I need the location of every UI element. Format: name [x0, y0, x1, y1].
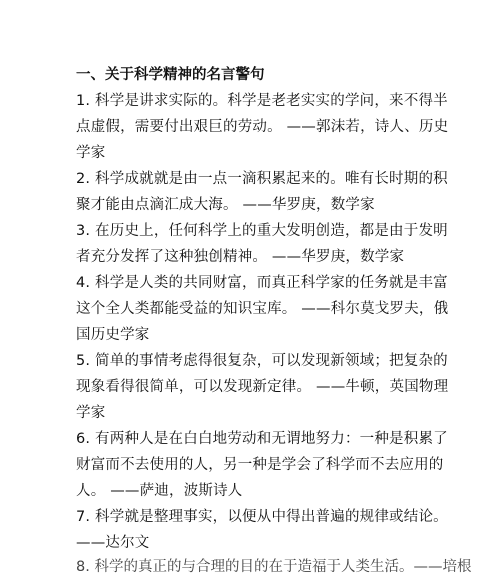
text-line: 现象看得很简单，可以发现新定律。 ——牛顿，英国物理: [76, 379, 449, 395]
text-line: 者充分发挥了这种独创精神。 ——华罗庚，数学家: [76, 249, 405, 265]
cropped-text: 8. 科学的真正的与合理的目的在于造福于人类生活。——培根: [76, 559, 472, 575]
text-line: ——达尔文: [76, 535, 150, 551]
text-line: 4. 科学是人类的共同财富，而真正科学家的任务就是丰富: [76, 275, 448, 291]
text-line: 6. 有两种人是在白白地劳动和无谓地努力：一种是积累了: [76, 431, 448, 447]
text-line: 点虚假，需要付出艰巨的劳动。 ——郭沫若，诗人、历史: [76, 119, 449, 135]
text-line: 国历史学家: [76, 327, 150, 343]
text-line: 聚才能由点滴汇成大海。 ——华罗庚，数学家: [76, 197, 375, 213]
section-heading: 一、关于科学精神的名言警句: [76, 67, 265, 83]
text-line: 学家: [76, 405, 106, 421]
text-line: 学家: [76, 145, 106, 161]
text-line: 财富而不去使用的人，另一种是学会了科学而不去应用的: [76, 457, 444, 473]
text-line: 2. 科学成就就是由一点一滴积累起来的。唯有长时期的积: [76, 171, 448, 187]
text-line: 5. 简单的事情考虑得很复杂，可以发现新领域；把复杂的: [76, 353, 448, 369]
text-line: 1. 科学是讲求实际的。科学是老老实实的学问，来不得半: [76, 93, 448, 109]
cropped-text-line: [76, 556, 472, 575]
text-line: 人。 ——萨迪，波斯诗人: [76, 483, 243, 499]
text-line: 7. 科学就是整理事实，以便从中得出普遍的规律或结论。: [76, 509, 448, 525]
text-line: 这个全人类都能受益的知识宝库。 ——科尔莫戈罗夫，俄: [76, 301, 449, 317]
text-line: 3. 在历史上，任何科学上的重大发明创造，都是由于发明: [76, 223, 448, 239]
